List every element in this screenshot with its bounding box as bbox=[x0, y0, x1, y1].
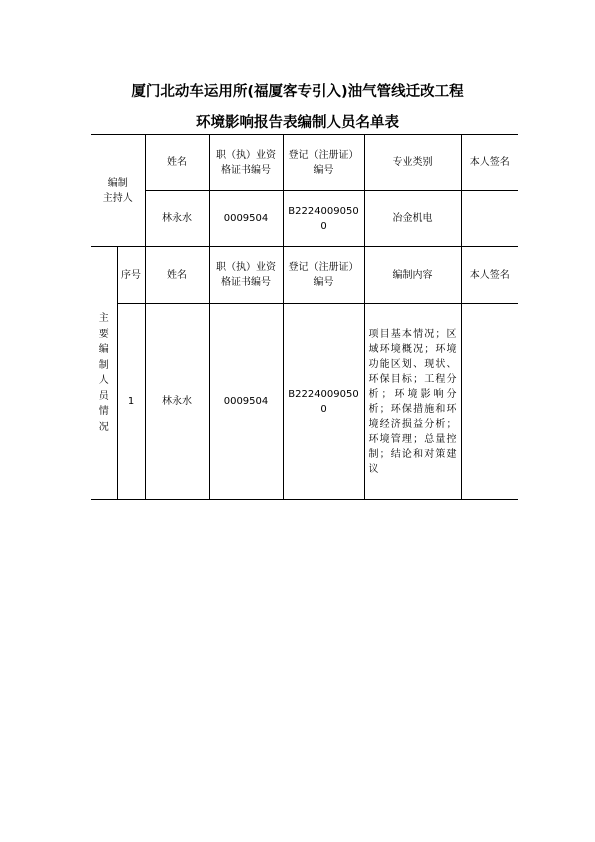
staff-header-name: 姓名 bbox=[145, 247, 209, 304]
staff-label-char: 员 bbox=[98, 390, 109, 402]
staff-label-char: 主 bbox=[98, 313, 109, 324]
staff-label-char: 编 bbox=[98, 344, 109, 355]
staff-signature-cell bbox=[461, 304, 518, 500]
staff-label-char: 人 bbox=[98, 375, 109, 386]
host-header-name: 姓名 bbox=[145, 135, 209, 191]
staff-header-content: 编制内容 bbox=[364, 247, 461, 304]
staff-label-char: 要 bbox=[98, 328, 109, 340]
staff-header-reg-no: 登记（注册证）编号 bbox=[283, 247, 364, 304]
host-reg-no-cell: B22240090500 bbox=[283, 191, 364, 247]
staff-content-text: 项目基本情况；区域环境概况；环境功能区划、现状、环保目标；工程分析；环境影响分析；环保措施和环境经济损益分析；环境管理；总量控制；结论和对策建议 bbox=[368, 328, 457, 475]
staff-label-char: 情 bbox=[98, 406, 109, 417]
staff-label-char: 况 bbox=[98, 421, 109, 433]
staff-header-cert-no: 职（执）业资格证书编号 bbox=[209, 247, 283, 304]
personnel-table bbox=[91, 134, 518, 500]
host-section-label bbox=[91, 135, 145, 247]
staff-cert-no-cell: 0009504 bbox=[209, 304, 283, 500]
staff-label-char: 制 bbox=[98, 359, 109, 371]
host-signature-cell bbox=[461, 191, 518, 247]
staff-section-label bbox=[91, 247, 117, 500]
staff-header-signature: 本人签名 bbox=[461, 247, 518, 304]
host-header-reg-no: 登记（注册证）编号 bbox=[283, 135, 364, 191]
host-specialty-cell: 冶金机电 bbox=[364, 191, 461, 247]
host-header-cert-no: 职（执）业资格证书编号 bbox=[209, 135, 283, 191]
staff-name-cell: 林永水 bbox=[145, 304, 209, 500]
staff-seq-cell: 1 bbox=[117, 304, 145, 500]
staff-reg-no-cell: B22240090500 bbox=[283, 304, 364, 500]
host-header-specialty: 专业类别 bbox=[364, 135, 461, 191]
staff-header-seq: 序号 bbox=[117, 247, 145, 304]
host-header-signature: 本人签名 bbox=[461, 135, 518, 191]
document-subtitle: 环境影响报告表编制人员名单表 bbox=[196, 115, 399, 131]
host-label-line2: 主持人 bbox=[102, 192, 133, 204]
host-cert-no-cell: 0009504 bbox=[209, 191, 283, 247]
host-label-line1: 编制 bbox=[107, 177, 128, 189]
document-title: 厦门北动车运用所(福厦客专引入)油气管线迁改工程 bbox=[131, 84, 464, 100]
host-name-cell: 林永水 bbox=[145, 191, 209, 247]
staff-content-cell bbox=[364, 304, 461, 500]
